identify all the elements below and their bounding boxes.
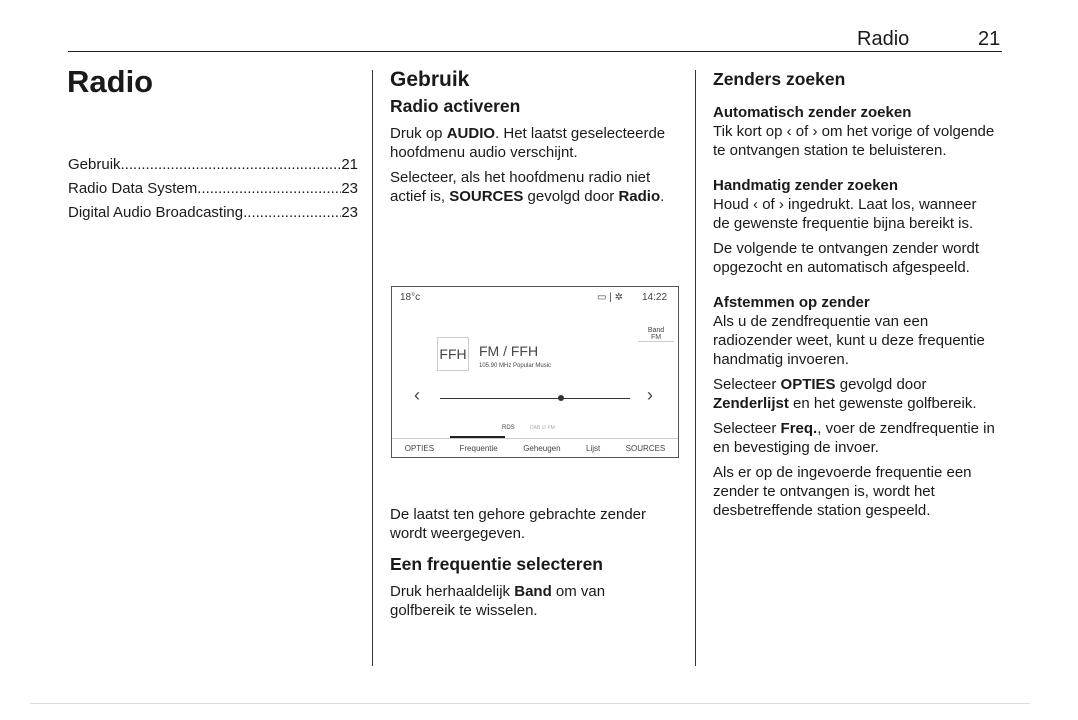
column-divider: [695, 70, 696, 666]
section-heading: Gebruik: [390, 68, 470, 91]
settings-icon: ▭ | ✲: [597, 292, 623, 303]
softkey: Geheugen: [523, 443, 561, 453]
toc-entry[interactable]: Digital Audio Broadcasting ..... 23: [68, 201, 358, 225]
softkey: OPTIES: [404, 443, 435, 453]
subsection-title: Handmatig zender zoeken: [713, 177, 899, 194]
station-info: 105.90 MHz Popular Music: [479, 363, 552, 369]
dab-label: DAB ☑ FM: [530, 425, 555, 431]
softkey-bar: [392, 438, 678, 457]
temperature: 18°c: [400, 292, 421, 303]
frequency-slider: [440, 398, 630, 399]
subsection-title: Automatisch zender zoeken: [713, 104, 912, 121]
middle-column: [390, 70, 672, 212]
paragraph: Als u de zendfrequentie van een radiozender weet, kunt u deze frequentie handmatig invoeren.: [713, 313, 985, 368]
paragraph: Houd ‹ of › ingedrukt. Laat los, wanneer de gewenste frequentie bijna bereikt is.: [713, 196, 977, 232]
paragraph: Druk op AUDIO. Het laatst geselecteerde hoofdmenu audio verschijnt.: [390, 125, 666, 161]
middle-column-lower: [390, 505, 672, 626]
subheading: Een frequentie selecteren: [390, 554, 603, 574]
paragraph: Selecteer Freq., voer de zendfrequentie in en bevestiging de invoer.: [713, 420, 995, 456]
softkey: Frequentie: [459, 443, 498, 453]
chevron-right-icon: ›: [647, 385, 653, 405]
paragraph: De laatst ten gehore gebrachte zender wordt weergegeven.: [390, 506, 647, 542]
paragraph: Als er op de ingevoerde frequentie een zender te ontvangen is, wordt het desbetreffende station gespeeld.: [713, 464, 972, 519]
paragraph: Selecteer, als het hoofdmenu radio niet actief is, SOURCES gevolgd door Radio.: [390, 169, 665, 205]
paragraph: Druk herhaaldelijk Band om van golfbereik te wisselen.: [390, 583, 606, 619]
table-of-contents: [68, 153, 358, 225]
chevron-left-icon: ‹: [414, 385, 420, 405]
paragraph: Selecteer OPTIES gevolgd door Zenderlijst en het gewenste golfbereik.: [713, 376, 977, 412]
subheading: Radio activeren: [390, 96, 521, 116]
page-number: 21: [978, 28, 1001, 50]
footer-rule: [30, 703, 1030, 704]
softkey: SOURCES: [625, 443, 666, 453]
clock: 14:22: [642, 292, 668, 303]
paragraph: De volgende te ontvangen zender wordt opgezocht en automatisch afgespeeld.: [713, 240, 980, 276]
subsection-title: Afstemmen op zender: [713, 294, 870, 311]
softkey: Lijst: [586, 443, 601, 453]
paragraph: Tik kort op ‹ of › om het vorige of volgende te ontvangen station te beluisteren.: [713, 123, 995, 159]
chapter-title: Radio: [67, 64, 154, 99]
rds-label: RDS: [502, 425, 515, 431]
station-logo: FFH: [437, 337, 469, 371]
right-column: [713, 70, 995, 526]
toc-entry[interactable]: Radio Data System ..... 23: [68, 177, 358, 201]
slider-knob: [558, 395, 564, 401]
subheading: Zenders zoeken: [713, 69, 846, 89]
toc-entry[interactable]: Gebruik ..... 21: [68, 153, 358, 177]
station-name: FM / FFH: [479, 343, 539, 359]
header-section: Radio: [857, 28, 910, 50]
column-divider: [372, 70, 373, 666]
header-rule: [68, 51, 1002, 52]
band-button: Band FM: [638, 327, 674, 342]
radio-screen-illustration: [391, 286, 679, 458]
